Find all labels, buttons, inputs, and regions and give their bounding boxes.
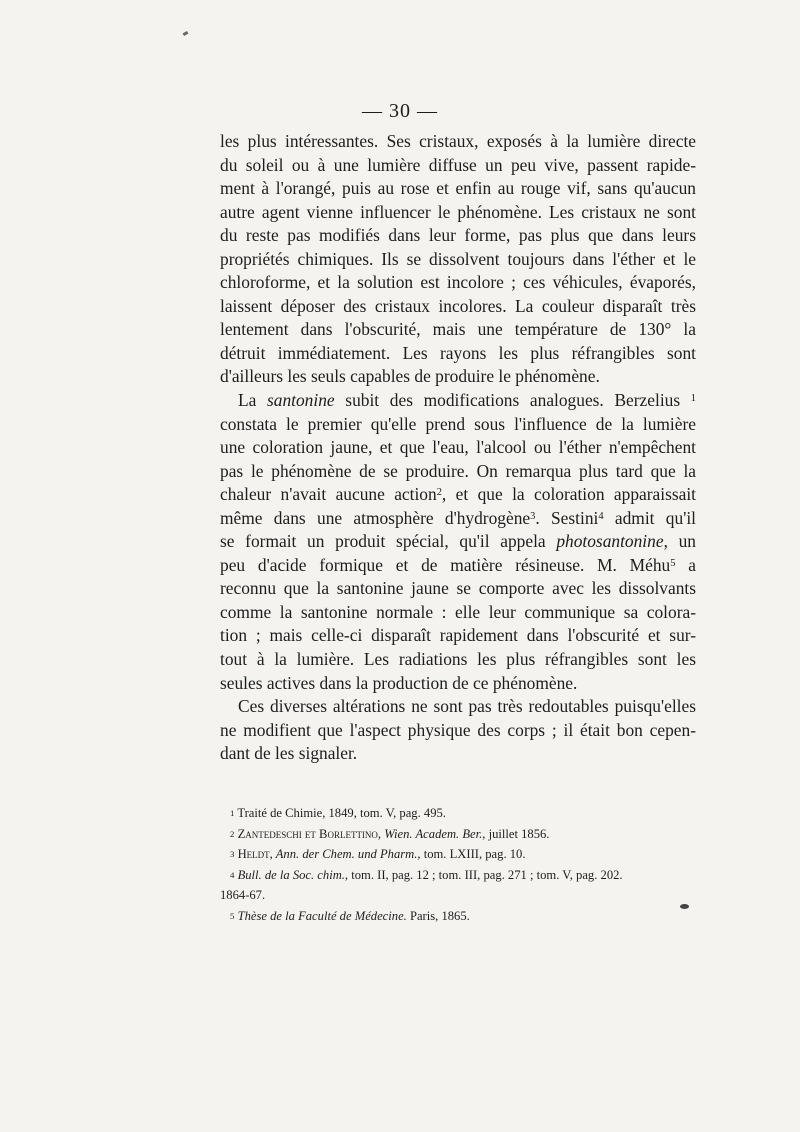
footnote-text: Paris, 1865. bbox=[406, 908, 470, 923]
text-line: autre agent vienne influencer le phénomène. Les cristaux ne sont bbox=[220, 201, 696, 222]
text-line: ment à l'orangé, puis au rose et enfin au rouge vif, sans qu'aucun bbox=[220, 178, 696, 199]
italic-term: photosantonine bbox=[556, 531, 664, 552]
text-line: une coloration jaune, et que l'eau, l'alcool ou l'éther n'empêchent bbox=[220, 437, 696, 458]
text-line: chloroforme, et la solution est incolore ; ces véhicules, évaporés, bbox=[220, 272, 696, 293]
text-run: . Sestini bbox=[535, 507, 599, 528]
text-line bbox=[220, 389, 696, 413]
text-line: du soleil ou à une lumière diffuse un peu vive, passent rapide- bbox=[220, 154, 696, 175]
text-run: peu d'acide formique et de matière résineuse. M. Méhu bbox=[220, 554, 671, 575]
footnote-text: tom. LXIII, pag. 10. bbox=[420, 847, 526, 861]
text-line bbox=[220, 507, 696, 531]
text-line: tout à la lumière. Les radiations les plus réfrangibles sont les bbox=[220, 649, 696, 670]
ink-blot bbox=[680, 904, 689, 909]
footnote-number: 4 bbox=[230, 869, 235, 880]
footnote-number: 5 bbox=[230, 910, 235, 921]
footnote-4 bbox=[220, 865, 696, 886]
text-line bbox=[220, 483, 696, 507]
footnote-ref: 4 bbox=[598, 510, 604, 522]
text-line: détruit immédiatement. Les rayons les plus réfrangibles sont bbox=[220, 342, 696, 363]
text-line: lentement dans l'obscurité, mais une température de 130° la bbox=[220, 319, 696, 340]
text-line: constata le premier qu'elle prend sous l'influence de la lumière bbox=[220, 413, 696, 434]
text-line: reconnu que la santonine jaune se comporte avec les dissolvants bbox=[220, 578, 696, 599]
text-run: La bbox=[238, 390, 267, 411]
footnote-ref: 2 bbox=[436, 487, 442, 499]
text-run: se formait un produit spécial, qu'il appela bbox=[220, 531, 557, 552]
footnote-text: juillet 1856. bbox=[485, 826, 550, 841]
footnote-author: Zantedeschi et Borlettino, bbox=[237, 826, 382, 841]
footnote-text: tom. II, pag. 12 ; tom. III, pag. 271 ; tom. V, pag. 202. bbox=[348, 867, 623, 882]
footnote-number: 1 bbox=[230, 808, 235, 818]
text-line: d'ailleurs les seuls capables de produire le phénomène. bbox=[220, 366, 600, 387]
footnotes bbox=[220, 803, 696, 926]
footnote-text: Traité de Chimie, 1849, tom. V, pag. 495. bbox=[237, 806, 446, 820]
footnote-2 bbox=[220, 824, 696, 845]
ink-speck bbox=[183, 31, 189, 36]
footnote-journal: Ann. der Chem. und Pharm., bbox=[272, 847, 421, 861]
text-run: a bbox=[675, 554, 696, 575]
italic-term: santonine bbox=[267, 390, 335, 411]
text-line: laissent déposer des cristaux incolores. La couleur disparaît très bbox=[220, 295, 696, 316]
footnote-journal: Bull. de la Soc. chim., bbox=[237, 867, 349, 882]
text-line: les plus intéressantes. Ses cristaux, exposés à la lumière directe bbox=[220, 131, 696, 151]
text-run: admit qu'il bbox=[603, 507, 696, 528]
text-line: tion ; mais celle-ci disparaît rapidement dans l'obscurité et sur- bbox=[220, 625, 696, 646]
body-text bbox=[220, 130, 696, 766]
footnote-ref: 5 bbox=[670, 557, 676, 569]
footnote-4-continuation: 1864-67. bbox=[220, 888, 266, 902]
text-run: , et que la coloration apparaissait bbox=[441, 484, 697, 505]
text-line: ne modifient que l'aspect physique des corps ; il était bon cepen- bbox=[220, 719, 696, 740]
paragraph-2 bbox=[220, 389, 696, 695]
footnote-thesis: Thèse de la Faculté de Médecine. bbox=[237, 908, 407, 923]
text-run: même dans une atmosphère d'hydrogène bbox=[220, 507, 531, 528]
page-number: — 30 — bbox=[362, 100, 438, 122]
text-line bbox=[220, 554, 696, 578]
footnote-1 bbox=[220, 803, 696, 824]
text-run: , un bbox=[663, 531, 696, 552]
text-run: chaleur n'avait aucune action bbox=[220, 484, 437, 505]
text-line: propriétés chimiques. Ils se dissolvent toujours dans l'éther et le bbox=[220, 248, 696, 269]
paragraph-1 bbox=[220, 130, 696, 389]
footnote-number: 3 bbox=[230, 849, 235, 859]
text-line: seules actives dans la production de ce phénomène. bbox=[220, 672, 578, 693]
footnote-5 bbox=[220, 906, 696, 927]
text-line: pas le phénomène de se produire. On remarqua plus tard que la bbox=[220, 460, 696, 481]
footnote-ref: 3 bbox=[530, 510, 536, 522]
text-line: comme la santonine normale : elle leur communique sa colora- bbox=[220, 601, 696, 622]
footnote-number: 2 bbox=[230, 828, 235, 839]
text-line: Ces diverses altérations ne sont pas très redoutables puisqu'elles bbox=[238, 696, 696, 717]
paragraph-3 bbox=[220, 695, 696, 766]
footnote-ref: 1 bbox=[690, 393, 696, 405]
text-line: du reste pas modifiés dans leur forme, pas plus que dans leurs bbox=[220, 225, 696, 246]
footnote-3 bbox=[220, 844, 696, 865]
text-line: dant de les signaler. bbox=[220, 743, 358, 764]
text-run: subit des modifications analogues. Berzelius bbox=[334, 390, 691, 411]
text-line bbox=[220, 530, 696, 554]
footnote-journal: Wien. Academ. Ber., bbox=[381, 826, 486, 841]
footnote-author: Heldt, bbox=[237, 847, 273, 861]
